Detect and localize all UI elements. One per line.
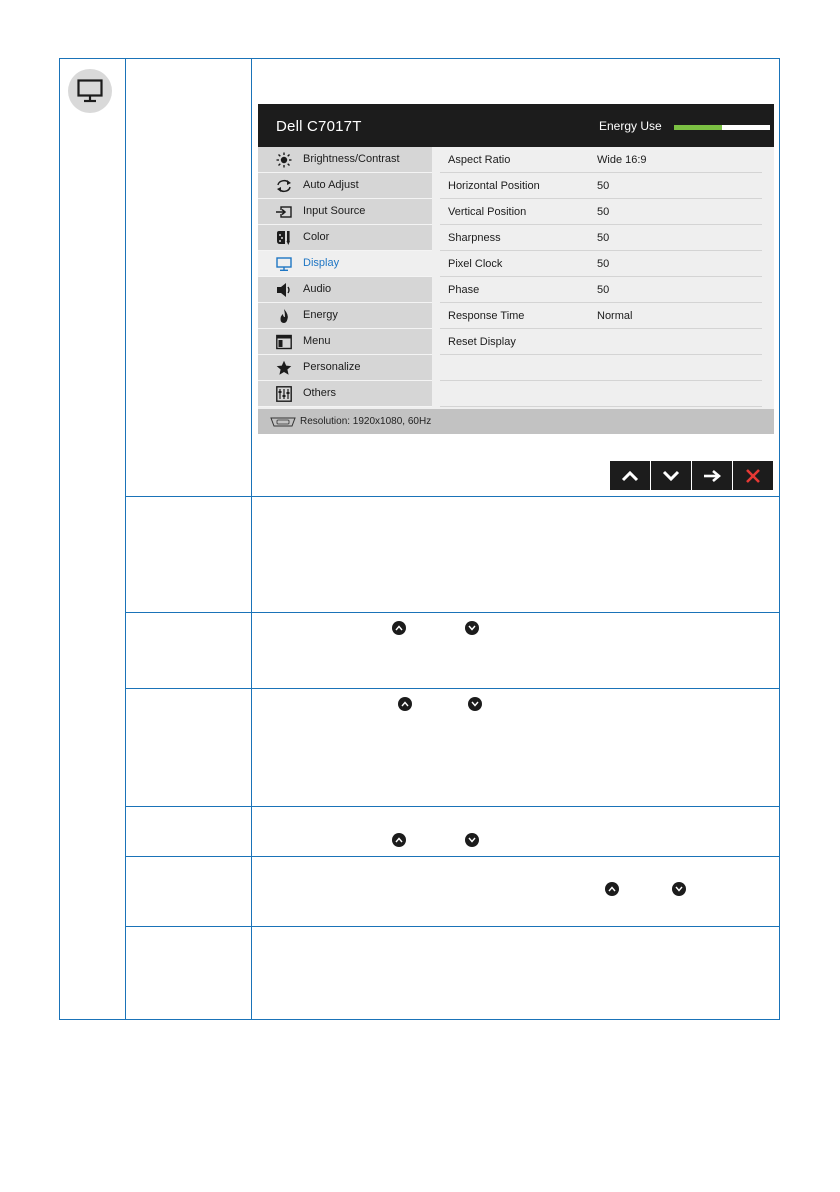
setting-row (440, 355, 762, 381)
setting-row[interactable] (440, 277, 762, 303)
close-icon (744, 467, 762, 485)
menu-item-input-source[interactable] (258, 199, 432, 225)
down-button-icon (672, 882, 686, 896)
input-source-icon (276, 204, 292, 220)
audio-icon (276, 282, 292, 298)
down-button[interactable] (651, 461, 691, 490)
resolution-text: Resolution: 1920x1080, 60Hz (300, 416, 432, 427)
energy-use-meter (674, 125, 770, 130)
setting-row[interactable] (440, 147, 762, 173)
menu-item-menu[interactable] (258, 329, 432, 355)
setting-row[interactable] (440, 251, 762, 277)
down-button-icon (465, 833, 479, 847)
menu-item-others[interactable] (258, 381, 432, 407)
brightness-icon (276, 152, 292, 168)
menu-item-display[interactable] (258, 251, 432, 277)
setting-row[interactable] (440, 303, 762, 329)
exit-button[interactable] (733, 461, 773, 490)
up-button[interactable] (610, 461, 650, 490)
setting-label: Aspect Ratio (448, 154, 511, 166)
auto-adjust-icon (276, 178, 292, 194)
menu-item-label: Display (303, 257, 340, 269)
osd-header (258, 104, 774, 147)
menu-item-label: Others (303, 387, 337, 399)
setting-label: Pixel Clock (448, 258, 503, 270)
row-divider (125, 856, 779, 857)
setting-label: Horizontal Position (448, 180, 540, 192)
menu-item-label: Brightness/Contrast (303, 153, 400, 165)
menu-item-label: Auto Adjust (303, 179, 359, 191)
setting-row[interactable] (440, 173, 762, 199)
menu-item-auto-adjust[interactable] (258, 173, 432, 199)
setting-value: 50 (597, 284, 610, 296)
setting-row (440, 381, 762, 407)
setting-row[interactable] (440, 329, 762, 355)
setting-value: 50 (597, 180, 610, 192)
osd-title: Dell C7017T (276, 118, 362, 135)
row-divider (125, 496, 779, 497)
menu-item-label: Input Source (303, 205, 366, 217)
setting-label: Reset Display (448, 336, 516, 348)
menu-item-audio[interactable] (258, 277, 432, 303)
menu-icon (276, 334, 292, 350)
up-arrow-icon (621, 467, 639, 485)
row-divider (125, 612, 779, 613)
menu-item-label: Audio (303, 283, 332, 295)
column-divider (125, 59, 126, 1019)
row-divider (125, 688, 779, 689)
star-icon (276, 360, 292, 376)
menu-item-energy[interactable] (258, 303, 432, 329)
setting-row[interactable] (440, 199, 762, 225)
display-icon (276, 256, 292, 272)
menu-item-label: Personalize (303, 361, 361, 373)
setting-label: Response Time (448, 310, 525, 322)
menu-item-color[interactable] (258, 225, 432, 251)
column-divider (251, 59, 252, 1019)
menu-item-label: Energy (303, 309, 338, 321)
setting-row[interactable] (440, 225, 762, 251)
setting-label: Vertical Position (448, 206, 527, 218)
down-button-icon (465, 621, 479, 635)
down-arrow-icon (662, 467, 680, 485)
right-arrow-icon (703, 467, 721, 485)
menu-item-label: Menu (303, 335, 331, 347)
up-button-icon (392, 833, 406, 847)
osd-navigation-buttons (610, 461, 774, 490)
down-button-icon (468, 697, 482, 711)
setting-value: 50 (597, 232, 610, 244)
row-divider (125, 926, 779, 927)
display-monitor-icon (68, 69, 112, 113)
energy-icon (276, 308, 292, 324)
energy-use-label: Energy Use (599, 119, 662, 133)
vga-connector-icon (270, 417, 296, 427)
energy-use-level (674, 125, 722, 130)
others-icon (276, 386, 292, 402)
setting-value: Normal (597, 310, 633, 322)
display-submenu (440, 147, 762, 407)
up-button-icon (398, 697, 412, 711)
up-button-icon (605, 882, 619, 896)
osd-status-bar (258, 409, 774, 434)
setting-value: 50 (597, 206, 610, 218)
row-divider (125, 806, 779, 807)
up-button-icon (392, 621, 406, 635)
right-button[interactable] (692, 461, 732, 490)
setting-value: Wide 16:9 (597, 154, 647, 166)
menu-item-brightness-contrast[interactable] (258, 147, 432, 173)
osd-main-menu (258, 147, 432, 407)
osd-menu (258, 104, 774, 434)
setting-label: Phase (448, 284, 480, 296)
menu-item-personalize[interactable] (258, 355, 432, 381)
color-icon (276, 230, 292, 246)
menu-item-label: Color (303, 231, 330, 243)
setting-value: 50 (597, 258, 610, 270)
setting-label: Sharpness (448, 232, 501, 244)
